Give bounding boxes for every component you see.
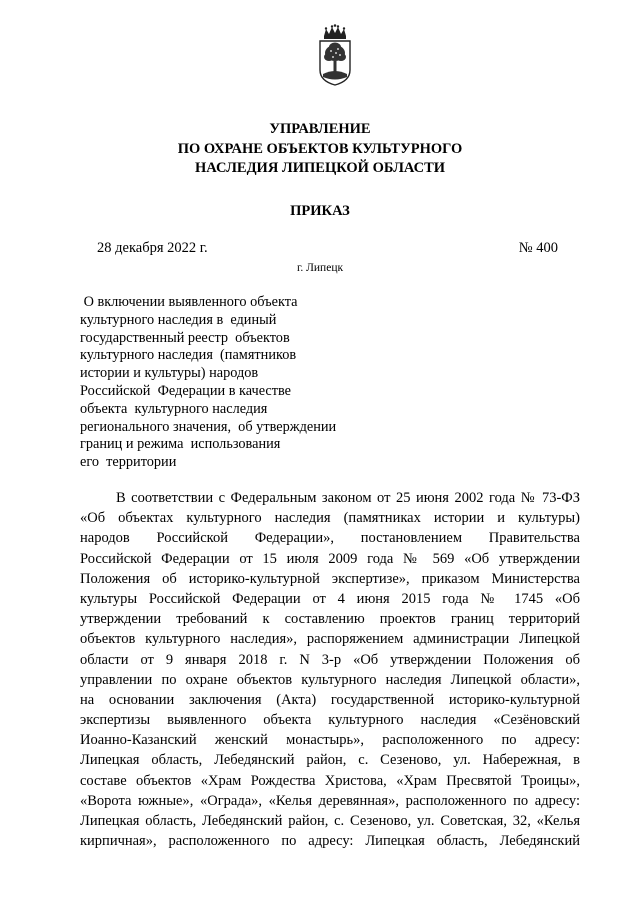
body-line: В соответствии с Федеральным законом от 25 июня 2002 года № 73-ФЗ <box>116 490 580 506</box>
body-line: Российской Федерации от 15 июля 2009 года № 569 «Об утверждении <box>80 550 580 567</box>
body-paragraph <box>80 488 580 851</box>
subject-line: объекта культурного наследия <box>80 400 268 417</box>
subject-line: государственный реестр объектов <box>80 329 290 346</box>
issuer-header <box>0 120 640 179</box>
order-number: № 400 <box>518 240 558 256</box>
body-line: культуры Российской Федерации от 4 июня 2015 года № 1745 «Об <box>80 590 580 607</box>
body-line: Липецкая область, Лебедянский район, с. Сезеново, ул. Набережная, в <box>80 752 580 769</box>
body-line: Липецкая область, Лебедянский район, с. Сезеново, ул. Советская, 32, «Келья <box>80 813 580 829</box>
subject-line: О включении выявленного объекта <box>80 294 298 310</box>
header-line: ПО ОХРАНЕ ОБЪЕКТОВ КУЛЬТУРНОГО <box>177 140 463 157</box>
subject-line: Российской Федерации в качестве <box>80 382 292 399</box>
body-line: экспертизы выявленного объекта культурного наследия «Сезёновский <box>80 712 580 729</box>
order-city: г. Липецк <box>296 262 344 274</box>
body-line: утверждении требований к составлению проектов границ территорий <box>80 611 580 628</box>
body-line: кирпичная», расположенного по адресу: Липецкая область, Лебедянский <box>80 833 580 850</box>
subject-line: культурного наследия в единый <box>80 311 277 328</box>
body-line: объектов культурного наследия», распоряжением администрации Липецкой <box>80 631 580 648</box>
subject-line: его территории <box>80 454 177 471</box>
order-date: 28 декабря 2022 г. <box>97 240 208 256</box>
body-line: «Ворота южные», «Ограда», «Келья деревянная», расположенного по адресу: <box>80 792 580 809</box>
body-line: управлении по охране объектов культурного наследия Липецкой области», <box>80 671 580 688</box>
header-line: УПРАВЛЕНИЕ <box>269 121 371 137</box>
subject-line: границ и режима использования <box>80 436 281 453</box>
body-line: «Об объектах культурного наследия (памятниках истории и культуры) <box>80 510 580 527</box>
order-subject <box>80 294 380 472</box>
body-line: народов Российской Федерации», постановлением Правительства <box>80 530 580 547</box>
body-line: составе объектов «Храм Рождества Христова, «Храм Пресвятой Троицы», <box>80 772 580 789</box>
subject-line: регионального значения, об утверждении <box>80 418 337 435</box>
document-title: ПРИКАЗ <box>290 203 350 219</box>
body-line: на основании заключения (Акта) государственной историко-культурной <box>80 691 580 708</box>
body-line: Положения об историко-культурной экспертизе», приказом Министерства <box>80 570 580 587</box>
subject-line: истории и культуры) народов <box>80 365 259 382</box>
coat-of-arms-icon <box>316 24 354 86</box>
body-line: области от 9 января 2018 г. N 3-р «Об утверждении Положения об <box>80 651 580 668</box>
subject-line: культурного наследия (памятников <box>80 347 297 364</box>
header-line: НАСЛЕДИЯ ЛИПЕЦКОЙ ОБЛАСТИ <box>194 160 446 176</box>
body-line: Иоанно-Казанский женский монастырь», расположенного по адресу: <box>80 732 580 749</box>
